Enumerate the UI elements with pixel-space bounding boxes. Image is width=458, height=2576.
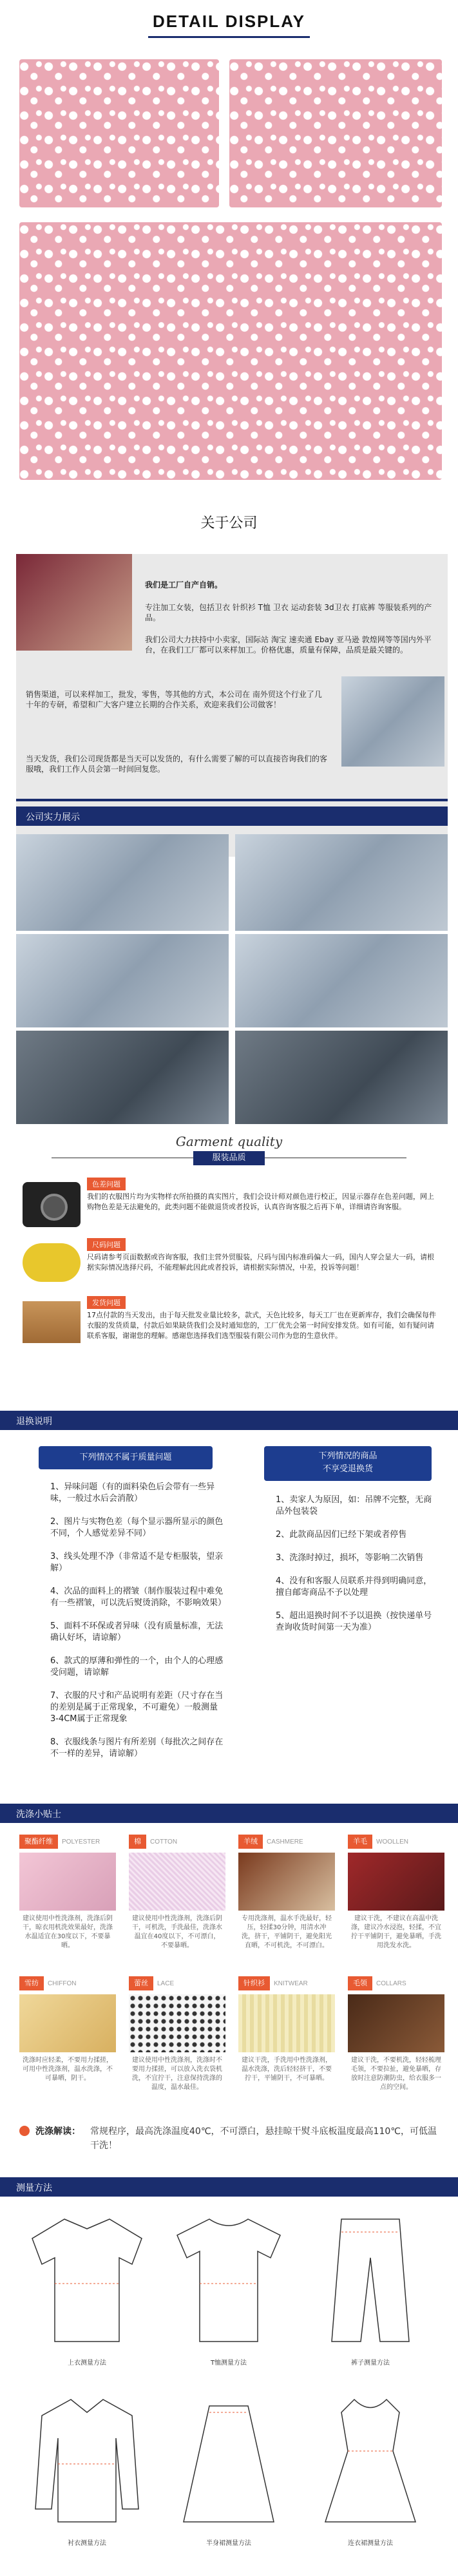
quality-cn-badge: 服装品质 xyxy=(193,1151,265,1165)
wash-note-label: 洗涤解读： xyxy=(35,2126,81,2137)
measure-caption: 裤子测量方法 xyxy=(351,2360,390,2367)
returns-left-item: 6、款式的厚薄和弹性的一个，由个人的心理感受问题，请谅解 xyxy=(50,1656,224,1677)
cotton-swatch xyxy=(129,1853,225,1911)
wash-tag: 蕾丝 xyxy=(129,1976,153,1990)
office-photo xyxy=(341,676,444,767)
returns-right-item: 5、超出退换时间不予以退换（按快递单号查询收货时间第一天为准） xyxy=(276,1611,432,1632)
wash-en: LACE xyxy=(157,1980,175,1987)
wash-en: POLYESTER xyxy=(62,1838,100,1846)
wash-text: 建议使用中性洗涤剂，洗涤时不要用力揉搓，可以放入洗衣袋机洗，不宜拧干，注意保持洗涤的温度，温水最佳。 xyxy=(132,2057,222,2091)
returns-title: 退换说明 xyxy=(16,1417,52,1427)
measure-caption: 衬衣测量方法 xyxy=(68,2540,106,2547)
returns-left-item: 3、线头处理不净（非常适不是专柜服装，望亲解） xyxy=(50,1552,224,1573)
returns-left-item: 5、面料不环保或者异味（没有质量标准，无法确认好坏，请谅解） xyxy=(50,1621,224,1643)
returns-right-title: 下列情况的商品 不享受退换货 xyxy=(264,1446,432,1481)
wash-tag: 毛领 xyxy=(348,1976,372,1990)
returns-left-item: 1、异味问题（有的面料染色后会带有一些异味，一般过水后会消散） xyxy=(50,1482,215,1503)
about-shipping: 当天发货，我们公司现货都是当天可以发货的，有什么需要了解的可以直接咨询我们的客服哦，我们工作人员会第一时间回复您。 xyxy=(26,754,328,774)
returns-right-list xyxy=(264,1494,438,1645)
quality-label-shipping: 发货问题 xyxy=(87,1296,126,1309)
wash-title: 洗涤小贴士 xyxy=(16,1809,61,1820)
wash-en: WOOLLEN xyxy=(376,1838,409,1846)
woollen-swatch xyxy=(348,1853,444,1911)
wash-tag: 雪纺 xyxy=(19,1976,44,1990)
about-platforms: 我们公司大力扶持中小卖家，国际站 淘宝 速卖通 Ebay 亚马逊 敦煌网等等国内外平台，在我们工厂都可以来样加工。价格优惠，质量有保障，品质是最关键的。 xyxy=(145,635,432,654)
boxes-icon xyxy=(23,1301,81,1343)
skirt-diagram-icon xyxy=(161,2387,296,2535)
chiffon-swatch xyxy=(19,1994,116,2052)
measure-skirt xyxy=(161,2387,296,2548)
measure-title: 测量方法 xyxy=(16,2183,52,2193)
wash-tag: 羊毛 xyxy=(348,1835,372,1849)
wash-text: 专用洗涤剂，温水手洗最好，轻压，轻揉30分钟，用清水冲洗，挤干，平铺阴干，避免阳光直晒，不可机洗，不可漂白。 xyxy=(242,1915,332,1949)
title-underline xyxy=(148,36,310,38)
returns-right-item: 4、没有和客服人员联系并得到明确同意，擅自邮寄商品不予以处理 xyxy=(276,1576,432,1598)
strength-bar xyxy=(16,806,448,826)
tshirt-diagram-icon xyxy=(161,2206,296,2354)
measure-caption: 连衣裙测量方法 xyxy=(348,2540,393,2547)
wash-text: 建议干洗，不建议在高温中洗涤，建议冷水浸泡，轻揉，不宜拧干平铺阴干，避免暴晒，手洗用洗发水洗。 xyxy=(351,1915,441,1949)
about-factory: 我们是工厂自产自销。 xyxy=(145,580,223,589)
lace-swatch xyxy=(129,1994,225,2052)
about-title: 关于公司 xyxy=(200,515,258,531)
wash-tag: 针织衫 xyxy=(238,1976,270,1990)
measure-caption: 上衣测量方法 xyxy=(68,2360,106,2367)
wash-text: 建议干洗，不要机洗，轻轻梳理毛领，不要拉扯，避免暴晒，存放时注意防潮防虫，给衣服多一点的空间。 xyxy=(351,2057,441,2091)
measure-tshirt xyxy=(161,2206,296,2367)
factory-photo-6 xyxy=(235,1031,448,1124)
dress-diagram-icon xyxy=(303,2387,438,2535)
cashmere-swatch xyxy=(238,1853,335,1911)
returns-right-item: 2、此款商品因们已经下架或者停售 xyxy=(276,1530,407,1540)
tape-measure-icon xyxy=(23,1243,81,1282)
quality-label-size: 尺码问题 xyxy=(87,1238,126,1251)
returns-right-item: 1、卖家人为原因，如：吊牌不完整，无商品外包装袋 xyxy=(276,1495,432,1516)
factory-photo-3 xyxy=(16,934,229,1027)
returns-left-item: 8、衣服线条与图片有所差别（每批次之间存在不一样的差异，请谅解） xyxy=(50,1737,224,1759)
wash-text: 洗涤时应轻柔，不要用力揉搓，可用中性洗涤剂，温水洗涤，不可暴晒，阴干。 xyxy=(23,2057,113,2082)
wash-note: 常规程序，最高洗涤温度40℃，不可漂白，悬挂晾干熨斗底板温度最高110℃，可低温干洗！ xyxy=(90,2126,437,2151)
wash-text: 建议干洗，手洗用中性洗涤剂，温水洗涤，洗后轻轻挤干，不要拧干，平铺阴干，不可暴晒。 xyxy=(242,2057,332,2082)
wash-en: COTTON xyxy=(150,1838,178,1846)
wash-en: KNITWEAR xyxy=(274,1980,308,1987)
measure-pants xyxy=(303,2206,438,2367)
wash-en: CASHMERE xyxy=(267,1838,303,1846)
shirt-diagram-icon xyxy=(19,2387,155,2535)
fabric-detail-image-1 xyxy=(19,59,219,207)
quality-text-shipping: 17点付款的当天发出，由于每天批发业量比较多，款式，天色比较多，每天工厂也在更新库存，我们会确保每件衣服的发货质量，付款后如果缺货我们会及时通知您的，工厂优先会第一时间安排发货。如有可能，如有疑问请联系客服，谢谢您的理解。感谢您选择我们选型服装有限公司作为您的生意伙伴。 xyxy=(87,1311,436,1340)
about-sales: 销售渠道，可以来样加工，批发，零售，等其他的方式，本公司在 南外贸这个行业了几十年的专研，希望和广大客户建立长期的合作关系，欢迎来我们公司做客！ xyxy=(26,690,322,709)
jacket-diagram-icon xyxy=(19,2206,155,2354)
wash-text: 建议使用中性洗涤剂，洗涤后阴干，可机洗，手洗最佳，洗涤水温宜在40度以下，不可漂白，不要暴晒。 xyxy=(132,1915,222,1949)
wash-tag: 棉 xyxy=(129,1835,146,1849)
model-photo xyxy=(16,554,132,651)
wash-note-icon xyxy=(19,2126,30,2136)
pants-diagram-icon xyxy=(303,2206,438,2354)
quality-text-color: 我们的衣服图片均为实物样衣所拍摄的真实图片，我们会设计师对颜色进行校正，因显示器存在色差问题，网上购物色差是无法避免的，此类问题不能做退货或者投诉，认真咨询客服之后再下单，详细请咨询客服。 xyxy=(87,1192,434,1211)
about-decor-line xyxy=(16,799,448,801)
measure-caption: T恤测量方法 xyxy=(210,2360,247,2367)
measure-bar xyxy=(0,2177,458,2197)
factory-photo-5 xyxy=(16,1031,229,1124)
camera-icon xyxy=(23,1182,81,1227)
returns-left-title: 下列情况不属于质量问题 xyxy=(39,1446,213,1469)
quality-text-size: 尺码请参考页面数据或咨询客服，我们主营外贸服装，尺码与国内标准码偏大一码，国内人穿会显大一码，请根据实际情况选择尺码，不能理解此因此或者投诉，请根据实际情况，中差，投诉等问题！ xyxy=(87,1253,434,1272)
measure-dress xyxy=(303,2387,438,2548)
returns-bar xyxy=(0,1411,458,1430)
fabric-detail-image-2 xyxy=(229,59,442,207)
returns-right-item: 3、洗涤时掉过，损坏，等影响二次销售 xyxy=(276,1553,424,1563)
factory-photo-4 xyxy=(235,934,448,1027)
wash-en: CHIFFON xyxy=(48,1980,77,1987)
factory-photo-1 xyxy=(16,834,229,931)
factory-photo-2 xyxy=(235,834,448,931)
returns-left-list xyxy=(39,1482,225,1771)
quality-label-color: 色差问题 xyxy=(87,1178,126,1190)
returns-left-item: 4、次品的面料上的褶皱（制作服装过程中难免有一些褶皱，可以洗后熨烫消除，不影响效果） xyxy=(50,1587,227,1608)
wash-tag: 羊绒 xyxy=(238,1835,263,1849)
wash-text: 建议使用中性洗涤剂，洗涤后阴干，晾衣用机洗效果最好，洗涤水温适宜在30度以下，不要暴晒。 xyxy=(23,1915,113,1949)
wash-en: COLLARS xyxy=(376,1980,406,1987)
measure-caption: 半身裙测量方法 xyxy=(206,2540,251,2547)
wash-bar xyxy=(0,1804,458,1823)
polyester-swatch xyxy=(19,1853,116,1911)
about-intro: 专注加工女装，包括卫衣 针织衫 T恤 卫衣 运动套装 3d卫衣 打底裤 等服装系列的产品。 xyxy=(145,603,432,622)
wash-tag: 聚酯纤维 xyxy=(19,1835,58,1849)
quality-en: Garment quality xyxy=(175,1134,283,1149)
collars-swatch xyxy=(348,1994,444,2052)
measure-shirt xyxy=(19,2387,155,2548)
returns-left-item: 2、图片与实物色差（每个显示器所显示的颜色不同，个人感觉差异不同） xyxy=(50,1517,224,1538)
knitwear-swatch xyxy=(238,1994,335,2052)
measure-jacket xyxy=(19,2206,155,2367)
strength-title: 公司实力展示 xyxy=(26,812,80,823)
fabric-detail-image-3 xyxy=(19,222,442,480)
returns-left-item: 7、衣服的尺寸和产品说明有差距（尺寸存在当的差别是属于正常现象，不可避免）一般测量3-4CM属于正常现象 xyxy=(50,1691,224,1724)
detail-display-title: DETAIL DISPLAY xyxy=(152,12,305,31)
